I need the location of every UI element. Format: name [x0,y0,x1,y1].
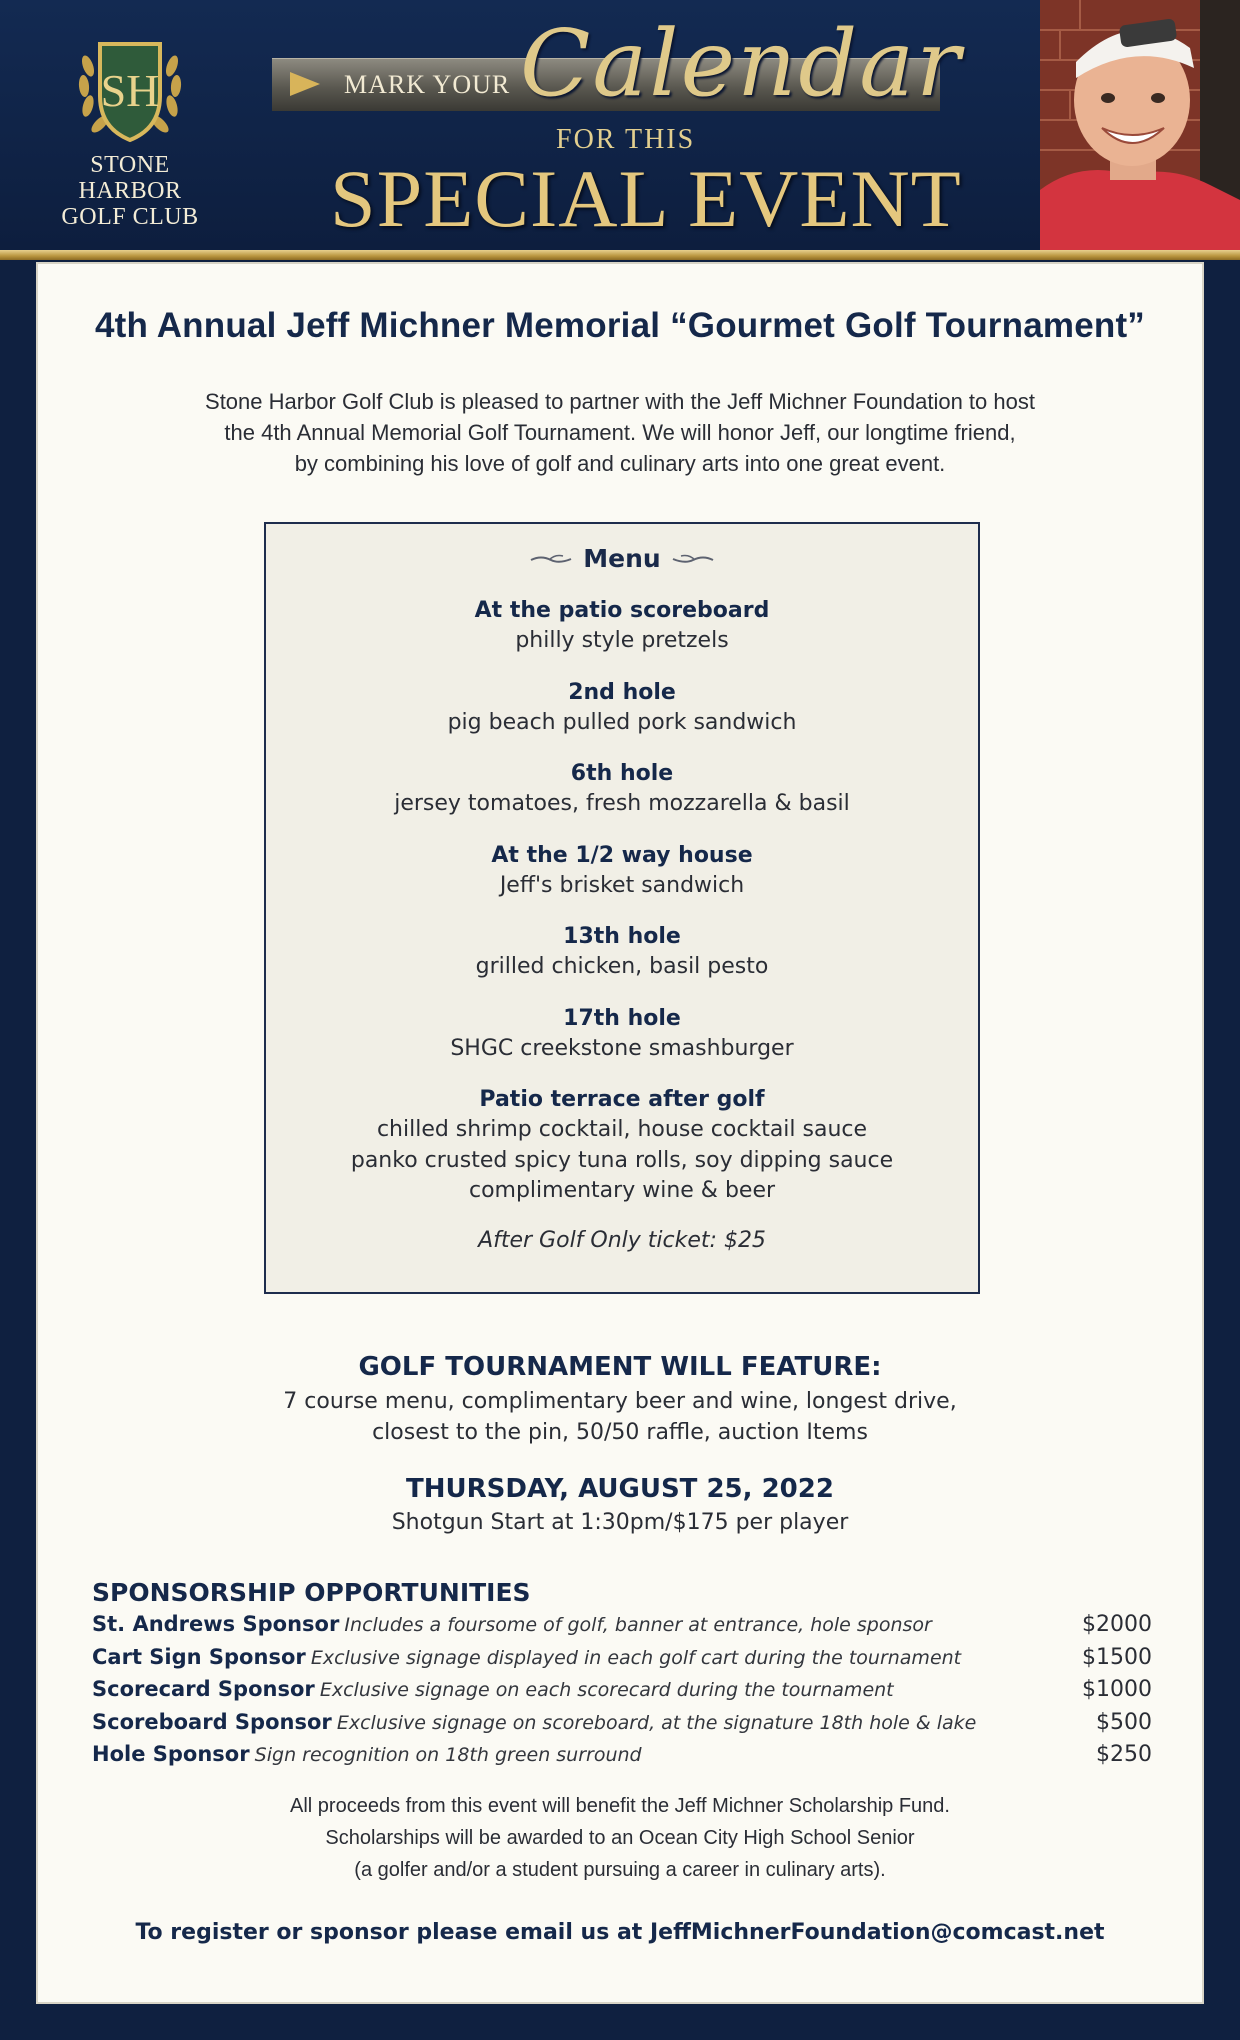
mark-your-text: MARK YOUR [344,70,511,99]
proceeds-text [0,1790,1240,1886]
intro-line: by combining his love of golf and culinary arts into one great event. [294,451,946,476]
header-banner [0,0,1240,250]
menu-item-heading: 17th hole [563,1005,681,1031]
event-date: THURSDAY, AUGUST 25, 2022 [406,1474,834,1504]
proceeds-line: All proceeds from this event will benefit the Jeff Michner Scholarship Fund. [290,1795,950,1817]
proceeds-line: Scholarships will be awarded to an Ocean City High School Senior [325,1827,915,1849]
sponsor-price: $1000 [1082,1677,1152,1702]
menu-item-heading: At the patio scoreboard [474,598,770,623]
menu-item [264,759,980,841]
menu-item [264,596,980,678]
menu-item-desc: SHGC creekstone smashburger [450,1035,794,1061]
logo-text-line1: STONE HARBOR [78,152,182,204]
features-line: closest to the pin, 50/50 raffle, auction Items [372,1420,868,1445]
features-heading: GOLF TOURNAMENT WILL FEATURE: [358,1352,882,1382]
sponsorship-heading: SPONSORSHIP OPPORTUNITIES [92,1578,531,1607]
register-text: To register or sponsor please email us at [135,1920,643,1945]
menu-item-desc: grilled chicken, basil pesto [475,954,769,979]
sponsor-name: Scoreboard Sponsor [92,1709,332,1734]
menu-item-desc: complimentary wine & beer [468,1178,776,1203]
sponsor-desc: Exclusive signage on each scorecard during the tournament [319,1679,894,1701]
for-this-text: FOR THIS [556,124,696,155]
event-details: Shotgun Start at 1:30pm/$175 per player [391,1510,849,1535]
logo-text [40,152,220,230]
menu-item-desc: jersey tomatoes, fresh mozzarella & basil [394,791,850,816]
menu-item-desc: Jeff's brisket sandwich [499,872,745,898]
logo-monogram: SH [100,65,160,116]
sponsor-price: $2000 [1082,1612,1152,1637]
person-photo-icon [1040,0,1240,250]
features-text [0,1386,1240,1448]
menu-item-desc: chilled shrimp cocktail, house cocktail sauce [376,1117,868,1142]
menu-item-heading: Patio terrace after golf [479,1087,765,1112]
menu-item-desc: pig beach pulled pork sandwich [447,709,797,735]
menu-item [264,841,980,923]
sponsor-desc: Exclusive signage displayed in each golf cart during the tournament [310,1646,962,1669]
sponsor-row [92,1612,1152,1645]
register-line [0,1920,1240,1945]
intro-line: the 4th Annual Memorial Golf Tournament. We will honor Jeff, our longtime friend, [224,420,1016,445]
menu-item-heading: 6th hole [570,761,674,786]
menu-heading [264,544,980,573]
club-logo [40,36,220,230]
email-link[interactable]: JeffMichnerFoundation@comcast.net [649,1920,1105,1945]
proceeds-line: (a golfer and/or a student pursuing a career in culinary arts). [354,1859,886,1881]
sponsor-price: $250 [1096,1742,1152,1767]
sponsor-price: $500 [1096,1709,1152,1735]
sponsor-price: $1500 [1082,1644,1152,1670]
calendar-script-text: Calendar [520,10,963,117]
sponsor-row [92,1677,1152,1710]
menu-list [264,596,980,1203]
menu-item-desc: philly style pretzels [515,628,729,653]
features-line: 7 course menu, complimentary beer and wine, longest drive, [283,1389,957,1414]
crest-icon [70,36,190,146]
right-flourish-icon [671,553,715,567]
intro-paragraph [120,386,1120,479]
honoree-photo [1040,0,1240,250]
menu-item-heading: At the 1/2 way house [491,842,753,868]
sponsor-desc: Sign recognition on 18th green surround [254,1744,642,1766]
sponsor-row [92,1742,1152,1775]
intro-line: Stone Harbor Golf Club is pleased to partner with the Jeff Michner Foundation to host [205,389,1035,414]
menu-item-desc: panko crusted spicy tuna rolls, soy dipping sauce [350,1147,894,1173]
menu-item-heading: 13th hole [563,924,681,949]
sponsor-name: Hole Sponsor [92,1742,250,1766]
sponsor-row [92,1710,1152,1743]
sponsor-desc: Includes a foursome of golf, banner at entrance, hole sponsor [344,1614,932,1636]
left-flourish-icon [529,553,573,567]
sponsorship-list [92,1612,1152,1775]
sponsor-name: St. Andrews Sponsor [92,1612,340,1636]
sponsor-row [92,1645,1152,1678]
menu-item [264,1085,980,1203]
gold-divider [0,250,1240,260]
special-event-text: SPECIAL EVENT [330,153,962,244]
menu-item [264,678,980,760]
sponsor-name: Cart Sign Sponsor [92,1644,306,1669]
logo-text-line2: GOLF CLUB [61,204,199,230]
menu-item-heading: 2nd hole [568,679,676,705]
sponsor-name: Scorecard Sponsor [92,1677,315,1701]
sponsor-desc: Exclusive signage on scoreboard, at the signature 18th hole & lake [336,1711,977,1734]
menu-heading-label: Menu [583,544,661,573]
page-title: 4th Annual Jeff Michner Memorial “Gourmet Golf Tournament” [94,306,1145,345]
after-golf-ticket: After Golf Only ticket: $25 [478,1228,766,1253]
menu-item [264,1004,980,1086]
banner-arrow-icon [290,72,320,96]
menu-item [264,922,980,1004]
